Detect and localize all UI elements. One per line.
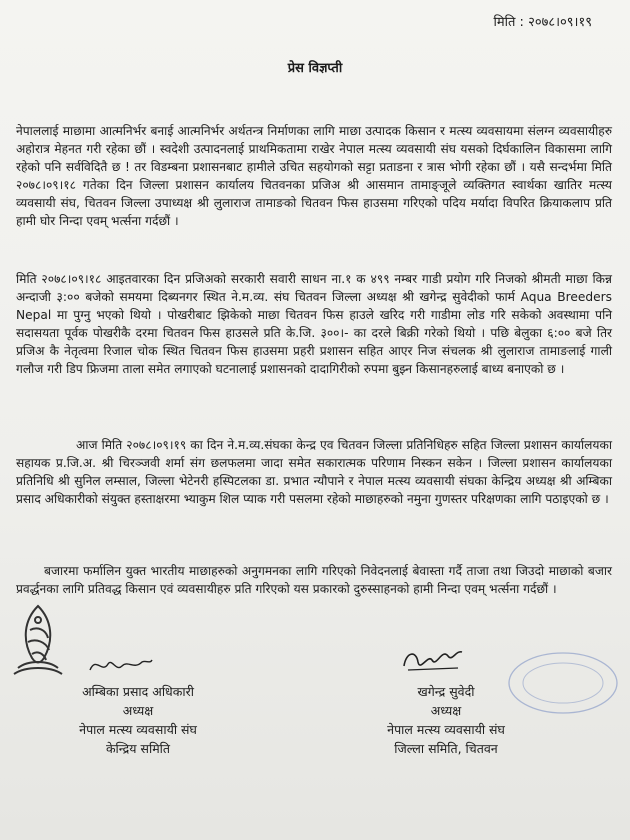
left-signatory-role: अध्यक्ष	[122, 703, 154, 718]
left-signatory-unit: केन्द्रिय समिति	[105, 741, 171, 756]
right-signatory-org: नेपाल मत्स्य व्यवसायी संघ	[387, 722, 505, 737]
right-signatory-role: अध्यक्ष	[430, 703, 462, 718]
left-signatory-name: अम्बिका प्रसाद अधिकारी	[82, 684, 194, 699]
left-signatory-block	[38, 682, 238, 758]
body-paragraph-1: नेपाललाई माछामा आत्मनिर्भर बनाई आत्मनिर्भर अर्थतन्त्र निर्माणका लागि माछा उत्पादक किसान र मत्स्य व्यवसायमा संलग्न व्यवसायीहरु अहोरात्र मेहनत गरी रहेका छौं । स्वदेशी उत्पादनलाई प्राथमिकतामा राखेर नेपाल मत्स्य व्यवसायी संघ यसको दिर्घकालिन विकासमा लागि रहेको पनि सर्वविदितै छ ! तर विडम्बना प्रशासनबाट हामीले उचित सहयोगको सट्टा प्रताडना र त्रास भोगी रहेका छौं । यसै सन्दर्भमा मिति २०७८।०९।१८ गतेका दिन जिल्ला प्रशासन कार्यालय चितवनका प्रजिअ श्री आसमान तामाङ्जूले व्यक्तिगत स्वार्थका खातिर मत्स्य व्यवसायी संघ, चितवन जिल्ला उपाध्यक्ष श्री लुलाराज तामाङको चितवन फिस हाउसमा गरिएको पदिय मर्यादा विपरित क्रियाकलाप प्रति हामी घोर निन्दा एवम् भर्त्सना गर्दछौं ।	[16, 124, 612, 228]
right-signatory-unit: जिल्ला समिति, चितवन	[394, 741, 498, 756]
body-paragraph-4: बजारमा फर्मालिन युक्त भारतीय माछाहरुको अनुगमनका लागि गरिएको निवेदनलाई बेवास्ता गर्दै ताजा तथा जिउदो माछाको बजार प्रवर्द्धनका लागि प्रतिवद्ध किसान एवं व्यवसायीहरु प्रति गरिएको यस प्रकारको दुरुस्साहनको हामी निन्दा एवम् भर्त्सना गर्दछौं ।	[16, 564, 612, 596]
right-signature	[398, 642, 468, 678]
release-date: मिति : २०७८।०९।१९	[493, 15, 592, 30]
body-paragraph-3: आज मिति २०७८।०९।१९ का दिन ने.म.व्य.संघका केन्द्र एव चितवन जिल्ला प्रतिनिधिहरु सहित जिल्ला प्रशासन कार्यालयका सहायक प्र.जि.अ. श्री चिरञ्जवी शर्मा संग छलफलमा जादा समेत सकारात्मक परिणाम निस्कन सकेन । जिल्ला प्रशासन कार्यालयका प्रतिनिधि श्री सुनिल लम्साल, जिल्ला भेटेनरी हस्पिटलका डा. प्रभात न्यौपाने र नेपाल मत्स्य व्यवसायी संघका केन्द्रिय अध्यक्ष श्री अम्बिका प्रसाद अधिकारीको संयुक्त हस्ताक्षरमा भ्याकुम शिल प्याक गरी पसलमा रहेको माछाहरुको नमुना गुणस्तर परिक्षणका लागि पठाइएको छ ।	[16, 438, 612, 506]
left-signatory-org: नेपाल मत्स्य व्यवसायी संघ	[79, 722, 197, 737]
right-signatory-name: खगेन्द्र सुवेदी	[417, 684, 475, 699]
fish-emblem-logo	[8, 600, 68, 680]
left-signature	[86, 652, 156, 678]
right-signatory-block	[346, 682, 546, 758]
document-title: प्रेस विज्ञप्ती	[287, 61, 343, 76]
body-paragraph-2: मिति २०७८।०९।१८ आइतवारका दिन प्रजिअको सरकारी सवारी साधन ना.१ क ४९९ नम्बर गाडी प्रयोग गरि निजको श्रीमती माछा किन्न अन्दाजी ३:०० बजेको समयमा दिब्यनगर स्थित ने.म.व्य. संघ चितवन जिल्ला अध्यक्ष श्री खगेन्द्र सुवेदीको फार्म Aqua Breeders Nepal मा पुग्नु भएको थियो । पोखरीबाट झिकेको माछा चितवन फिस हाउले खरिद गरी गाडीमा लोड गरि सकेको अवस्थामा पनि सदासयता पूर्वक पोखरीकै दरमा चितवन फिस हाउसले प्रति के.जि. ३००।- का दरले बिक्री गरेको थियो । पछि बेलुका ६:०० बजे तिर प्रजिअ कै नेतृत्वमा रिजाल चोक स्थित चितवन फिस हाउसमा प्रहरी प्रशासन सहित आएर निज संचलक श्री लुलाराज तामाङलाई गाली गलौज गरी डिप फ्रिजमा ताला समेत लगाएको घटनालाई प्रशासनको दादागिरीको रुपमा बुझ्न किसानहरुलाई बाध्य बनाएको छ ।	[16, 272, 612, 376]
